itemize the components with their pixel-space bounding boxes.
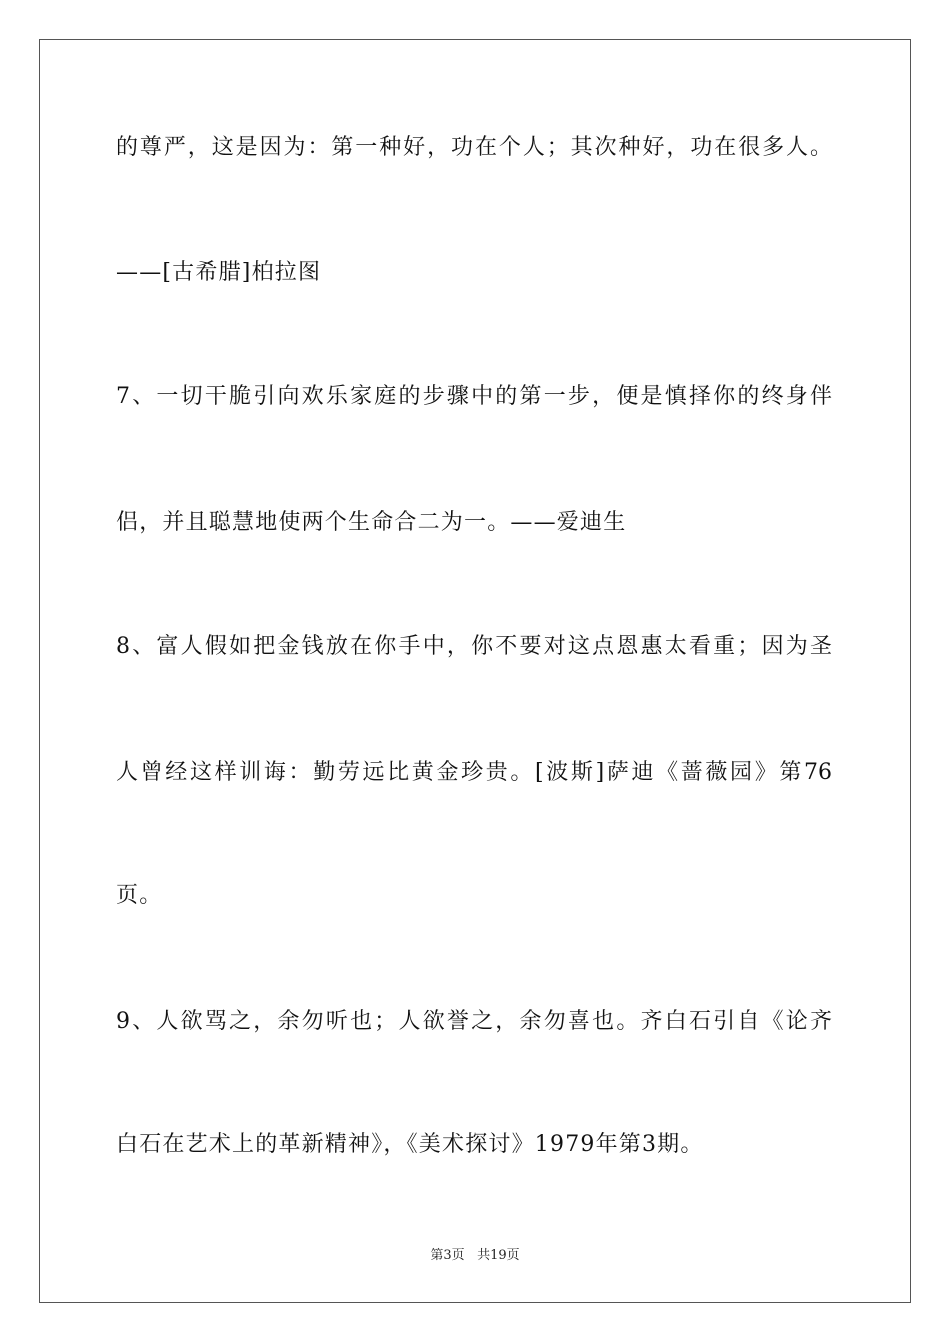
page-border (39, 39, 911, 1303)
text-line-2: ——[古希腊]柏拉图 (116, 260, 322, 285)
page-footer (0, 1247, 950, 1265)
text-line-4: 侣，并且聪慧地使两个生命合二为一。——爱迪生 (116, 510, 627, 535)
text-line-6: 人曾经这样训诲：勤劳远比黄金珍贵。[波斯]萨迪《蔷薇园》第76 (116, 760, 832, 785)
page-number: 第3页 (430, 1248, 465, 1263)
text-line-8: 9、人欲骂之，余勿听也；人欲誉之，余勿喜也。齐白石引自《论齐 (116, 1009, 832, 1034)
page-total: 共19页 (477, 1248, 520, 1263)
text-line-3: 7、一切干脆引向欢乐家庭的步骤中的第一步，便是慎择你的终身伴 (116, 384, 832, 409)
text-line-9: 白石在艺术上的革新精神》，《美术探讨》1979年第3期。 (116, 1132, 704, 1157)
text-line-7: 页。 (116, 883, 163, 908)
text-line-5: 8、富人假如把金钱放在你手中，你不要对这点恩惠太看重；因为圣 (116, 634, 832, 659)
text-line-1: 的尊严，这是因为：第一种好，功在个人；其次种好，功在很多人。 (116, 135, 832, 160)
